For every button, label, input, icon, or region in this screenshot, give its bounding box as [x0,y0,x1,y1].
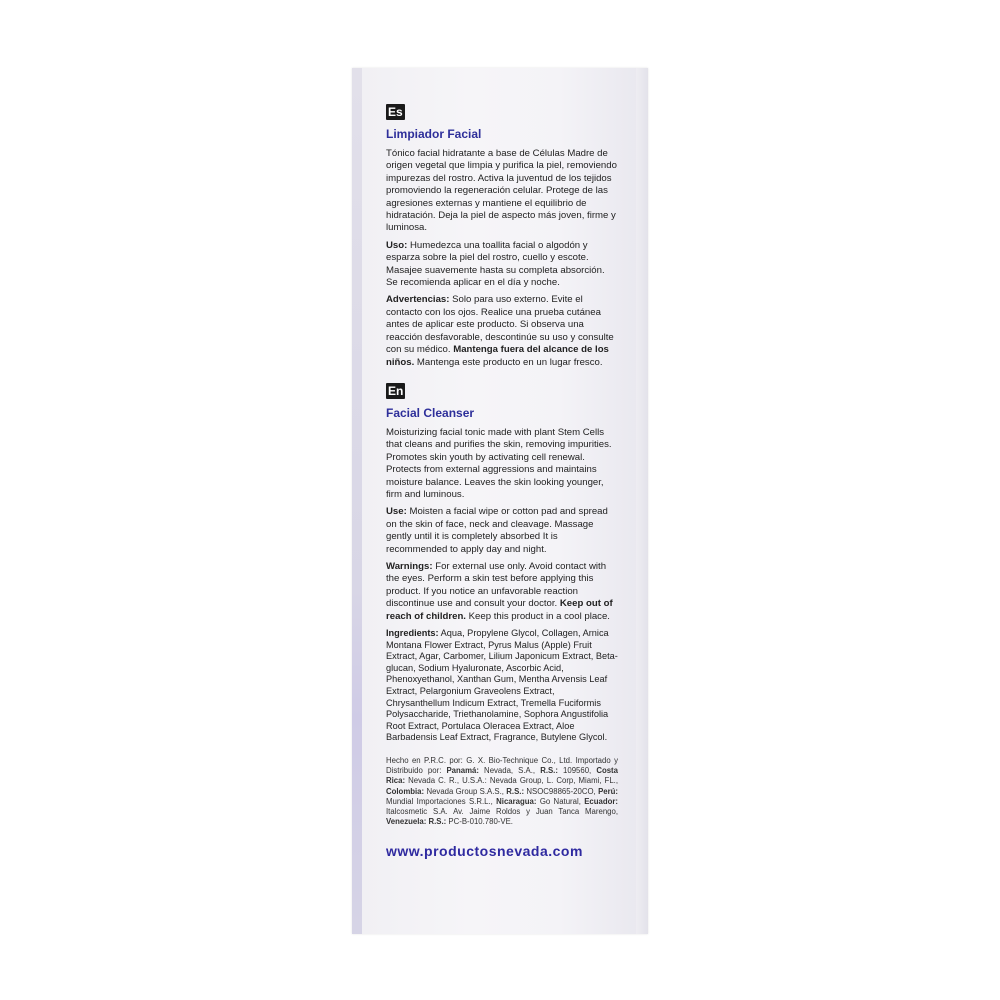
intro-es: Tónico facial hidratante a base de Células Madre de origen vegetal que limpia y purifica la piel, removiendo impurezas del rostro. Activa la juventud de los tejidos promoviendo la regeneración celular. Protege de las agresiones externas y mantiene el equilibrio de hidratación. Deja la piel de aspecto más joven, firme y luminosa. [386,148,617,234]
use-en [386,506,618,556]
legal-t10: PC-B-010.780-VE. [446,817,513,827]
title-es: Limpiador Facial [386,127,482,141]
warnings-es [386,294,618,368]
box-left-edge [352,68,362,934]
legal-text [386,756,618,827]
warn-bold-es: Mantenga fuera del alcance de los niños. [386,344,609,368]
warn-text-en: For external use only. Avoid contact with the eyes. Perform a skin test before applying this product. If you notice an unfavorable reaction discontinue use and consult your doctor. [386,560,607,610]
legal-b5: R.S.: [506,786,525,796]
legal-t4: Nevada C. R., U.S.A.: Nevada Group, L. Corp, Miami, FL., [405,776,618,786]
legal-b4: Colombia: [386,786,425,796]
legal-b7: Nicaragua: [496,796,537,806]
legal-b6: Perú: [598,786,618,796]
website-url: www.productosnevada.com [386,843,583,860]
warn-end-es: Mantenga este producto en un lugar fresco. [414,356,603,368]
ingredients-en [386,628,618,744]
legal-b1: Panamá: [446,766,479,776]
legal-t3: 109560, [557,766,597,776]
legal-t9: Italcosmetic S.A. Av. Jaime Roldos y Juan Tanca Marengo, [386,806,618,816]
legal-b9: Venezuela: R.S.: [386,817,447,827]
warnings-en [386,561,618,623]
ingr-text: Aqua, Propylene Glycol, Collagen, Arnica Montana Flower Extract, Pyrus Malus (Apple) Fruit Extract, Agar, Carbomer, Lilium Japonicum Extract, Beta-glucan, Sodium Hyaluronate, Ascorbic Acid, Phenoxyethanol, Xanthan Gum, Mentha Arvensis Leaf Extract, Pelargonium Graveolens Extract, Chrysanthellum Indicum Extract, Tremella Fuciformis Polysaccharide, Triethanolamine, Sophora Angustifolia Root Extract, Portulaca Oleracea Extract, Aloe Barbadensis Leaf Extract, Fragrance, Butylene Glycol. [386,628,618,743]
use-label-en: Use: [386,506,407,518]
ingr-label: Ingredients: [386,628,439,638]
warn-label-en: Warnings: [386,560,433,572]
use-text-es: Humedezca una toallita facial o algodón y esparza sobre la piel del rostro, cuello y escote. Masajee suavemente hasta su completa absorción. Se recomienda aplicar en el día y noche. [386,239,605,289]
use-es [386,240,618,290]
legal-t8: Go Natural, [536,796,585,806]
lang-badge-es: Es [388,105,403,119]
legal-t2: Nevada, S.A., [478,766,541,776]
use-text-en: Moisten a facial wipe or cotton pad and spread on the skin of face, neck and cleavage. Massage gently until it is completely absorbed It is recommended to apply day and night. [386,506,608,555]
intro-en: Moisturizing facial tonic made with plant Stem Cells that cleans and purifies the skin, removing impurities. Promotes skin youth by activating cell renewal. Protects from external aggressions and maintains moisture balance. Leaves the skin looking younger, firm and luminous. [386,426,612,500]
legal-t1: Hecho en P.R.C. por: G. X. Bio-Technique Co., Ltd. Importado y Distribuido por: [386,755,618,776]
warn-bold-en: Keep out of reach of children. [386,598,613,622]
box-right-edge [636,68,648,934]
legal-b2: R.S.: [540,766,558,776]
section-spanish [386,104,618,369]
warn-label-es: Advertencias: [386,294,450,306]
section-english [386,383,618,744]
title-en: Facial Cleanser [386,405,475,420]
warn-text-es: Solo para uso externo. Evite el contacto con los ojos. Realice una prueba cutánea antes de aplicar este producto. Si observa una reacción desfavorable, descontinúe su uso y consulte con su médico. [386,294,614,356]
legal-b8: Ecuador: [584,796,619,806]
label-text [386,104,618,858]
lang-badge-en: En [388,383,404,398]
legal-b3: Costa Rica: [386,766,618,786]
legal-t6: NSOC98865-20CO, [524,786,599,796]
use-label-es: Uso: [386,239,408,251]
legal-t5: Nevada Group S.A.S., [424,786,507,796]
warn-end-en: Keep this product in a cool place. [465,610,610,622]
legal-t7: Mundial Importaciones S.R.L., [386,796,497,806]
